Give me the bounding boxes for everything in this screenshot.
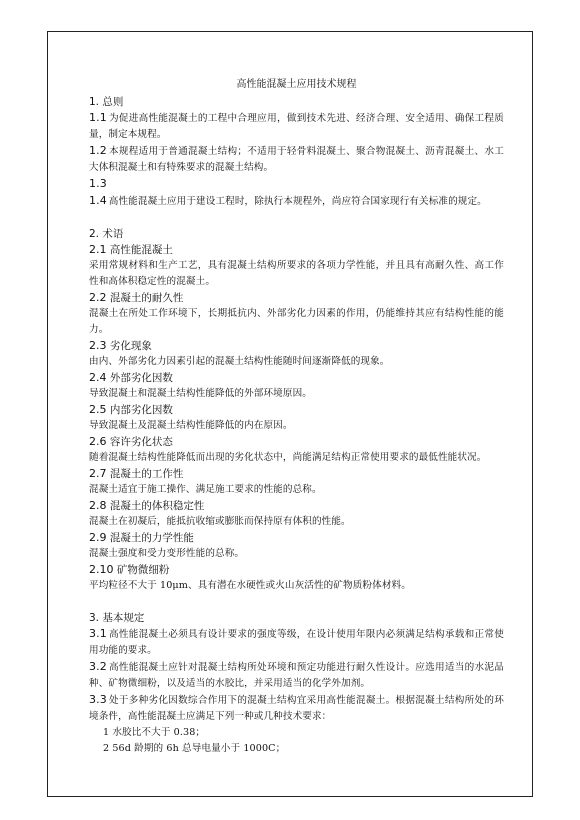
term-name: 混凝土的耐久性 <box>109 292 184 304</box>
term-2-3-heading <box>89 338 504 354</box>
clause-3-2 <box>89 659 504 692</box>
clause-1-1 <box>89 110 504 143</box>
term-number: 2.9 <box>89 531 107 544</box>
spacer <box>89 594 504 610</box>
spacer <box>89 210 504 226</box>
section-3-heading: 3. 基本规定 <box>89 612 145 624</box>
document-title: 高性能混凝土应用技术规程 <box>236 79 357 90</box>
section-1-heading: 1. 总则 <box>89 96 124 108</box>
clause-number: 3.3 <box>89 693 107 706</box>
clause-number: 1.3 <box>89 177 107 190</box>
term-number: 2.4 <box>89 371 107 384</box>
term-2-4-definition: 导致混凝土和混凝土结构性能降低的外部环境原因。 <box>89 388 312 399</box>
requirement-item-2: 2 56d 龄期的 6h 总导电量小于 1000C； <box>103 743 286 754</box>
term-name: 混凝土的力学性能 <box>109 532 194 544</box>
term-2-8-definition: 混凝土在初凝后，能抵抗收缩或膨胀而保持原有体积的性能。 <box>89 516 351 527</box>
term-number: 2.5 <box>89 403 107 416</box>
term-number: 2.10 <box>89 563 114 576</box>
term-name: 劣化现象 <box>109 340 152 352</box>
clause-text: 高性能混凝土应用于建设工程时，除执行本规程外，尚应符合国家现行有关标准的规定。 <box>108 196 487 207</box>
term-2-9-heading <box>89 530 504 546</box>
term-2-2-heading <box>89 290 504 306</box>
term-number: 2.1 <box>89 243 107 256</box>
clause-number: 1.1 <box>89 111 107 124</box>
clause-text: 处于多种劣化因数综合作用下的混凝土结构宜采用高性能混凝土。根据混凝土结构所处的环境条件，高性能混凝土应满足下列一种或几种技术要求： <box>89 695 504 722</box>
term-2-5-definition: 导致混凝土及混凝土结构性能降低的内在原因。 <box>89 420 293 431</box>
term-2-6-definition: 随着混凝土结构性能降低而出现的劣化状态中，尚能满足结构正常使用要求的最低性能状况。 <box>89 452 487 463</box>
term-number: 2.6 <box>89 435 107 448</box>
term-number: 2.3 <box>89 339 107 352</box>
term-2-1-heading <box>89 242 504 258</box>
clause-text: 高性能混凝土应针对混凝土结构所处环境和预定功能进行耐久性设计。应选用适当的水泥品种、矿物微细粉，以及适当的水胶比，并采用适当的化学外加剂。 <box>89 662 504 689</box>
clause-1-4 <box>89 193 504 210</box>
clause-text: 高性能混凝土必须具有设计要求的强度等级，在设计使用年限内必须满足结构承载和正常使用功能的要求。 <box>89 629 504 656</box>
term-name: 混凝土的体积稳定性 <box>109 500 205 512</box>
term-name: 外部劣化因数 <box>109 372 173 384</box>
clause-number: 3.1 <box>89 627 107 640</box>
clause-number: 3.2 <box>89 660 107 673</box>
clause-1-2 <box>89 143 504 176</box>
term-name: 内部劣化因数 <box>109 404 173 416</box>
term-2-3-definition: 由内、外部劣化力因素引起的混凝土结构性能随时间逐渐降低的现象。 <box>89 356 390 367</box>
clause-1-3 <box>89 176 504 193</box>
clause-text: 为促进高性能混凝土的工程中合理应用，做到技术先进、经济合理、安全适用、确保工程质量，制定本规程。 <box>89 113 504 140</box>
term-2-7-heading <box>89 466 504 482</box>
term-2-1-definition: 采用常规材料和生产工艺，具有混凝土结构所要求的各项力学性能，并且具有高耐久性、高工作性和高体积稳定性的混凝土。 <box>89 260 504 287</box>
clause-3-1 <box>89 626 504 659</box>
term-2-10-definition: 平均粒径不大于 10μm、具有潜在水硬性或火山灰活性的矿物质粉体材料。 <box>89 580 411 591</box>
term-name: 矿物微细粉 <box>116 564 170 576</box>
term-number: 2.7 <box>89 467 107 480</box>
page-border <box>47 31 533 797</box>
clause-3-3 <box>89 692 504 725</box>
term-2-10-heading <box>89 562 504 578</box>
section-2-heading: 2. 术语 <box>89 228 124 240</box>
term-2-6-heading <box>89 434 504 450</box>
term-name: 混凝土的工作性 <box>109 468 184 480</box>
term-number: 2.2 <box>89 291 107 304</box>
term-number: 2.8 <box>89 499 107 512</box>
requirement-item-1: 1 水胶比不大于 0.38； <box>103 727 206 738</box>
term-2-7-definition: 混凝土适宜于施工操作、满足施工要求的性能的总称。 <box>89 484 322 495</box>
term-name: 容许劣化状态 <box>109 436 173 448</box>
document-body <box>89 78 504 757</box>
term-2-4-heading <box>89 370 504 386</box>
term-name: 高性能混凝土 <box>109 244 173 256</box>
term-2-2-definition: 混凝土在所处工作环境下，长期抵抗内、外部劣化力因素的作用，仍能维持其应有结构性能的能力。 <box>89 308 504 335</box>
term-2-9-definition: 混凝土强度和受力变形性能的总称。 <box>89 548 245 559</box>
term-2-5-heading <box>89 402 504 418</box>
clause-number: 1.4 <box>89 194 107 207</box>
clause-number: 1.2 <box>89 144 107 157</box>
term-2-8-heading <box>89 498 504 514</box>
clause-text: 本规程适用于普通混凝土结构；不适用于轻骨料混凝土、聚合物混凝土、沥青混凝土、水工大体积混凝土和有特殊要求的混凝土结构。 <box>89 146 504 173</box>
